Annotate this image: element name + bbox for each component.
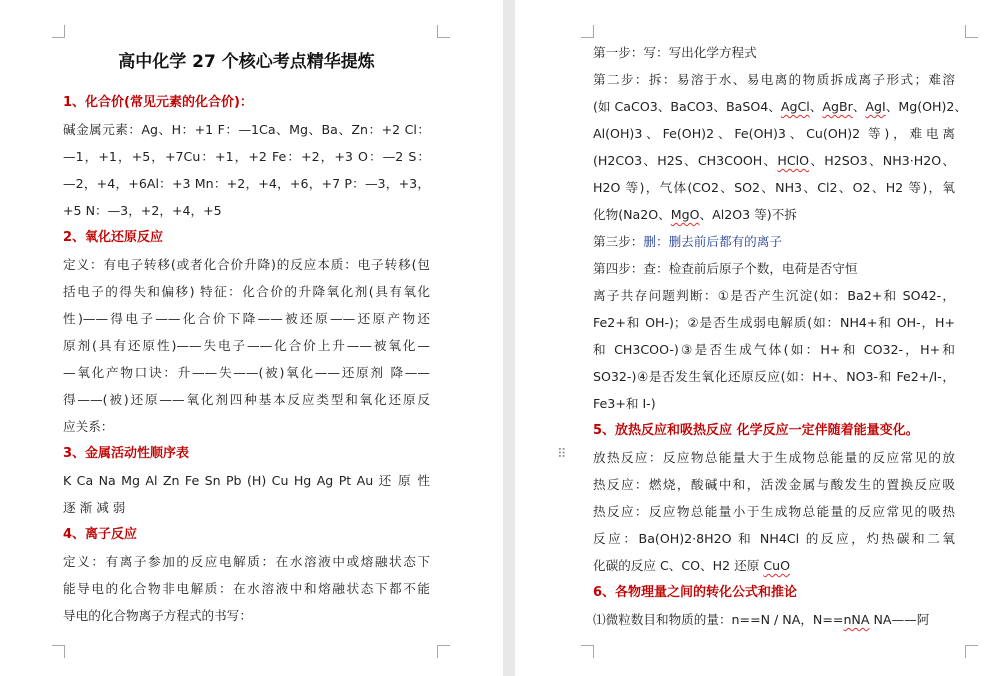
text-run: 碱金属元素：Ag、H：+1 F：—1Ca、Mg、Ba、Zn：+2 Cl： (63, 122, 430, 137)
text-line (63, 575, 430, 602)
text-run: 和 CH3COO-)③是否生成气体(如：H+和 CO32-，H+和 (593, 342, 955, 357)
text-run: —2，+4，+6Al：+3 Mn：+2，+4，+6，+7 P：—3，+3， (63, 176, 430, 191)
spelling-flagged-word: AgCl (780, 99, 810, 114)
text-run: 定义：有离子参加的反应电解质：在水溶液中或熔融状态下 (63, 554, 430, 569)
corner-mark (965, 645, 978, 658)
text-line (63, 143, 430, 170)
paragraph (593, 282, 955, 417)
text-run: 第四步：查：检查前后原子个数，电荷是否守恒 (593, 261, 858, 276)
spelling-flagged-word: AgBr (822, 99, 853, 114)
paragraph (593, 66, 968, 228)
section-heading (593, 579, 955, 606)
text-run: H2O 等)，气体(CO2、SO2、NH3、Cl2、O2、H2 等)，氧 (593, 180, 955, 195)
text-line (63, 440, 430, 467)
text-line (593, 336, 955, 363)
section-heading (63, 521, 430, 548)
text-run: ⑴微粒数目和物质的量：n==N / NA，N== (593, 612, 844, 627)
text-run: 应关系： (63, 419, 114, 434)
text-run: 、H2SO3、NH3·H2O、 (809, 153, 955, 168)
text-run: 、 (852, 99, 866, 114)
text-line (593, 606, 955, 633)
text-line (593, 390, 955, 417)
text-run: 逐 渐 减 弱 (63, 500, 126, 515)
text-run: 热反应：反应物总能量小于生成物总能量的反应常见的吸热 (593, 504, 955, 519)
text-line (593, 309, 955, 336)
text-line (593, 120, 955, 147)
text-line (63, 386, 430, 413)
text-line (63, 305, 430, 332)
text-line (593, 417, 955, 444)
text-line (593, 363, 955, 390)
text-run: 、 (809, 99, 823, 114)
text-line (593, 201, 955, 228)
text-run: 2、氧化还原反应 (63, 230, 164, 245)
corner-mark (581, 645, 594, 658)
text-run: 化碳的反应 C、CO、H2 还原 (593, 558, 764, 573)
paragraph (593, 228, 955, 255)
text-line (63, 89, 430, 116)
text-run: 1、化合价(常见元素的化合价)： (63, 95, 253, 110)
paragraph-drag-handle-icon[interactable]: ⠿ (557, 447, 566, 462)
text-run: Fe2+和 OH-)；②是否生成弱电解质(如：NH4+和 OH-，H+ (593, 315, 955, 330)
text-run: (如 CaCO3、BaCO3、BaSO4、 (593, 99, 781, 114)
text-line (593, 282, 955, 309)
text-run: 第二步：拆：易溶于水、易电离的物质拆成离子形式；难溶 (593, 72, 955, 87)
text-run: 括电子的得失和偏移) 特征：化合价的升降氧化剂(具有氧化 (63, 284, 430, 299)
section-heading (63, 89, 430, 116)
paragraph (593, 606, 955, 633)
document-title: 高中化学 27 个核心考点精华提炼 (118, 52, 375, 72)
text-line (593, 498, 955, 525)
corner-mark (437, 25, 450, 38)
text-line (63, 494, 430, 521)
text-run: 反应：Ba(OH)2·8H2O 和 NH4Cl 的反应，灼热碳和二氧 (593, 531, 955, 546)
page-content-right (593, 39, 968, 633)
paragraph (63, 548, 430, 629)
text-run: NA——阿 (869, 612, 930, 627)
text-run: K Ca Na Mg Al Zn Fe Sn Pb (H) Cu Hg Ag Pt Au 还 原 性 (63, 473, 430, 488)
text-line (593, 552, 955, 579)
text-line (63, 224, 430, 251)
text-line (63, 278, 430, 305)
corner-mark (965, 25, 978, 38)
text-run: 定义：有电子转移(或者化合价升降)的反应本质：电子转移(包 (63, 257, 430, 272)
paragraph (593, 39, 955, 66)
paragraph (593, 255, 955, 282)
document-page-right (515, 0, 1000, 676)
text-run: 5、放热反应和吸热反应 化学反应一定伴随着能量变化。 (593, 423, 919, 438)
text-line (63, 197, 430, 224)
text-run: 4、离子反应 (63, 527, 138, 542)
text-run: 放热反应：反应物总能量大于生成物总能量的反应常见的放 (593, 450, 955, 465)
spelling-flagged-word: nNA (843, 612, 870, 627)
text-line (63, 359, 430, 386)
spelling-flagged-word: CuO (763, 558, 791, 573)
text-line (63, 251, 430, 278)
text-run: (H2CO3、H2S、CH3COOH、 (593, 153, 778, 168)
text-run: 6、各物理量之间的转化公式和推论 (593, 585, 798, 600)
spelling-flagged-word: AgI (865, 99, 886, 114)
corner-mark (52, 645, 65, 658)
text-run: +5 N：—3，+2，+4，+5 (63, 203, 222, 218)
corner-mark (437, 645, 450, 658)
text-line (593, 444, 955, 471)
text-run: 3、金属活动性顺序表 (63, 446, 190, 461)
text-line (593, 525, 955, 552)
text-line (593, 471, 955, 498)
text-run: Fe3+和 I-) (593, 396, 656, 411)
spelling-flagged-word: MgO (670, 207, 700, 222)
text-run: 、Mg(OH)2、 (885, 99, 968, 114)
spelling-flagged-word: HClO (777, 153, 810, 168)
text-run: 第三步： (593, 234, 644, 249)
text-line (63, 413, 430, 440)
text-line (63, 170, 430, 197)
corner-mark (52, 25, 65, 38)
text-run: 能导电的化合物非电解质：在水溶液中和熔融状态下都不能 (63, 581, 430, 596)
section-heading (593, 417, 955, 444)
text-run: 第一步：写：写出化学方程式 (593, 45, 757, 60)
text-line (63, 332, 430, 359)
text-line (63, 116, 430, 143)
text-line (63, 548, 430, 575)
text-line (593, 39, 955, 66)
text-run: SO32-)④是否发生氧化还原反应(如：H+、NO3-和 Fe2+/I-， (593, 369, 955, 384)
section-heading (63, 440, 430, 467)
corner-mark (581, 25, 594, 38)
text-run: 、Al2O3 等)不拆 (699, 207, 797, 222)
text-run: —氧化产物口诀：升——失——(被)氧化——还原剂 降—— (63, 365, 430, 380)
text-line (593, 93, 968, 120)
text-line (593, 579, 955, 606)
text-run: 性)——得电子——化合价下降——被还原——还原产物还 (63, 311, 430, 326)
section-heading (63, 224, 430, 251)
text-line (593, 66, 955, 93)
paragraph (63, 251, 430, 440)
paragraph (593, 444, 955, 579)
text-run: 原剂(具有还原性)——失电子——化合价上升——被氧化— (63, 338, 430, 353)
text-line (593, 255, 955, 282)
text-run: 导电的化合物离子方程式的书写： (63, 608, 252, 623)
text-line (593, 174, 955, 201)
text-line (593, 228, 955, 255)
text-run: Al(OH)3、Fe(OH)2、Fe(OH)3、Cu(OH)2 等)，难电离 (593, 126, 955, 141)
text-line (63, 521, 430, 548)
text-run: 化物(Na2O、 (593, 207, 671, 222)
text-run: 离子共存问题判断：①是否产生沉淀(如：Ba2+和 SO42-， (593, 288, 955, 303)
text-line (593, 147, 955, 174)
text-run: 得——(被)还原——氧化剂四种基本反应类型和氧化还原反 (63, 392, 430, 407)
page-content-left (63, 89, 430, 629)
paragraph (63, 467, 430, 521)
text-run: 热反应：燃烧，酸碱中和，活泼金属与酸发生的置换反应吸 (593, 477, 955, 492)
text-line (63, 602, 430, 629)
paragraph (63, 116, 430, 224)
text-run: —1，+1，+5，+7Cu：+1，+2 Fe：+2，+3 O：—2 S： (63, 149, 430, 164)
text-line (63, 467, 430, 494)
highlighted-text: 删：删去前后都有的离子 (643, 234, 782, 249)
